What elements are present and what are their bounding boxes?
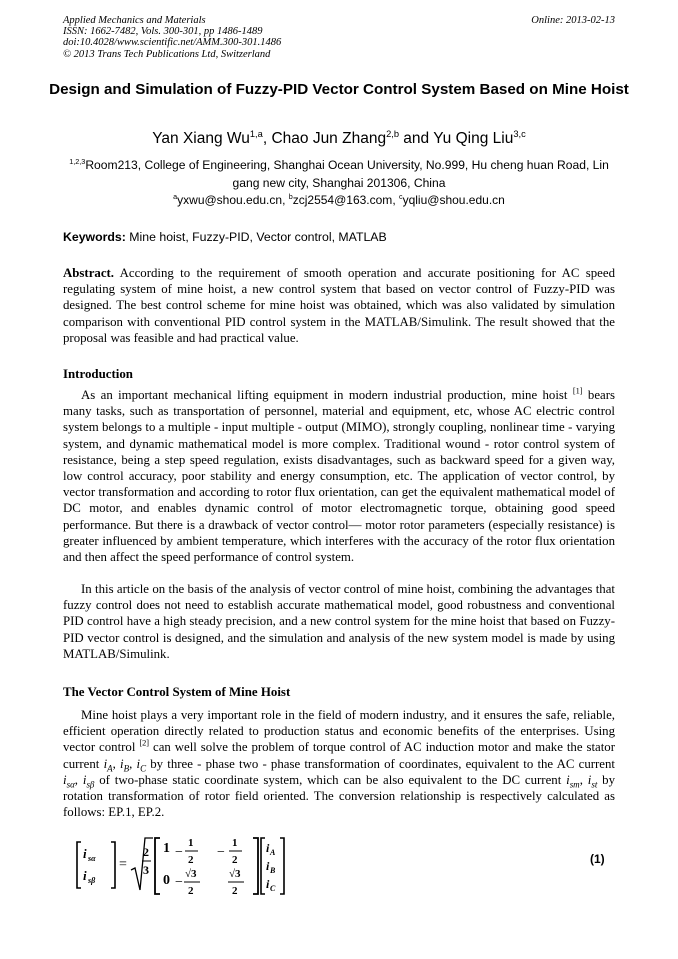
author-2-sup: 2,b <box>386 128 399 139</box>
matrix-entry: 2 <box>232 854 238 866</box>
intro-paragraph-2 <box>63 581 615 662</box>
author-1: Yan Xiang Wu <box>152 130 250 147</box>
matrix-entry: √3 <box>185 868 197 880</box>
abstract-label: Abstract. <box>63 266 115 280</box>
equation-1 <box>75 834 615 900</box>
var-sub: sm <box>569 779 580 790</box>
var-sub: A <box>107 763 113 774</box>
email-b[interactable]: zcj2554@163.com <box>292 193 393 207</box>
journal-header <box>63 15 615 60</box>
matrix-entry: 1 <box>232 837 238 849</box>
abstract-text: According to the requirement of smooth operation and accurate positioning for AC speed regulating system of mine hoist, a new control system that based on vector control of Fuzzy-PID was designed. The best control scheme for mine hoist was obtained, which was also validated by simulation comparison with conventional PID control system in the MATLAB/Simulink. The result showed that the proposal was feasible and had practical value. <box>63 266 615 345</box>
author-2: Chao Jun Zhang <box>271 130 387 147</box>
lhs-i-beta: i <box>83 868 87 883</box>
equation-number: (1) <box>590 852 605 866</box>
text-run: by rotation transformation of rotor field oriented. The conversion relationship is respectively calculated as follows: EP.1, EP.2. <box>63 772 616 820</box>
text-run: , <box>579 772 588 787</box>
rhs-left-bracket <box>261 838 265 894</box>
matrix-entry: 1 <box>163 841 170 856</box>
right-bracket <box>111 842 115 888</box>
var-i: i <box>136 756 141 771</box>
email-list: $^a$yxwu@shou.edu.cn, $^b$zcj2554@163.com, $^c$yqliu@shou.edu.cn <box>173 192 505 207</box>
var-i: i <box>103 756 108 771</box>
matrix-entry: 2 <box>188 885 194 897</box>
rhs-sub: A <box>270 848 276 857</box>
copyright-line: © 2013 Trans Tech Publications Ltd, Switzerland <box>63 48 271 60</box>
rhs-right-bracket <box>280 838 284 894</box>
text-run: can well solve the problem of torque control of AC induction motor and make the stator current <box>63 740 615 771</box>
matrix-entry: 1 <box>188 837 194 849</box>
intro-paragraph-1 <box>63 387 615 565</box>
text-run: In this article on the basis of the analysis of vector control of mine hoist, combining the advantages that fuzzy control does not need to establish accurate mathematical model, good robustness and conventional PID control have a high steady precision, and a new control system for the mine hoist that based on Fuzzy-PID vector control is designed, and the simulation and analysis of the new system model is made by using MATLAB/Simulink. <box>63 582 615 661</box>
minus-sign: − <box>175 875 183 890</box>
var-i: i <box>120 756 124 771</box>
var-i: i <box>566 772 570 787</box>
keywords-label: Keywords: <box>63 230 126 244</box>
left-bracket <box>77 842 81 888</box>
section-heading: The Vector Control System of Mine Hoist <box>63 685 291 699</box>
minus-sign: − <box>217 845 225 860</box>
text-run: As an important mechanical lifting equipment in modern industrial production, mine hoist <box>81 388 573 402</box>
matrix-left-bracket <box>155 838 160 894</box>
doi-line: doi:10.4028/www.scientific.net/AMM.300-301.1486 <box>63 37 282 49</box>
var-sub: st <box>591 779 598 790</box>
var-i: i <box>587 772 592 787</box>
affiliation-text: Room213, College of Engineering, Shanghai Ocean University, No.999, Hu cheng huan Road, Lin gang new city, Shanghai 201306, China <box>85 158 609 190</box>
minus-sign: − <box>175 845 183 860</box>
var-sub: sα <box>66 779 75 790</box>
rhs-i-c: i <box>266 877 270 891</box>
sqrt-sign <box>131 838 153 890</box>
rhs-sub: B <box>270 866 276 875</box>
text-run: , <box>129 756 137 771</box>
text-run: by three - phase two - phase transformation of coordinates, equivalent to the AC current <box>146 756 615 771</box>
text-run: Mine hoist plays a very important role in the field of modern industry, and it ensures the safe, reliable, efficient operation directly related to production status and economic benefits of the enterprises. Using vector control <box>63 708 615 755</box>
author-3: Yu Qing Liu <box>433 130 514 147</box>
lhs-i-alpha: i <box>83 846 87 861</box>
author-separator: and <box>399 130 434 147</box>
lhs-sub: sα <box>88 854 96 863</box>
keywords <box>63 229 615 245</box>
lhs-sub: sβ <box>88 876 96 885</box>
citation-ref: [1] <box>572 386 583 396</box>
var-sub: C <box>140 763 147 774</box>
var-i: i <box>63 772 67 787</box>
var-sub: B <box>123 763 130 774</box>
coef-num: 2 <box>143 845 149 859</box>
citation-ref: [2] <box>139 739 150 749</box>
abstract <box>63 265 615 346</box>
text-run: of two-phase static coordinate system, which can be also equivalent to the DC current <box>94 772 567 787</box>
affiliation-sup: 1,2,3 <box>69 156 86 166</box>
rhs-i-b: i <box>266 859 270 873</box>
rhs-i-a: i <box>266 841 270 855</box>
email-sup: a <box>173 192 178 201</box>
keywords-text: Mine hoist, Fuzzy-PID, Vector control, MATLAB <box>125 230 387 244</box>
rhs-sub: C <box>270 884 276 893</box>
var-i: i <box>82 772 87 787</box>
journal-name: Applied Mechanics and Materials <box>63 15 206 26</box>
email-sup: c <box>398 192 403 201</box>
email-a[interactable]: yxwu@shou.edu.cn <box>177 193 283 207</box>
author-1-sup: 1,a <box>249 128 263 139</box>
email-sup: b <box>288 192 293 201</box>
online-date: Online: 2013-02-13 <box>531 15 615 26</box>
text-run: , <box>112 756 121 771</box>
author-separator: , <box>262 130 272 147</box>
coef-den: 3 <box>143 863 149 877</box>
equals-sign: = <box>119 857 127 872</box>
var-sub: sβ <box>86 779 95 790</box>
text-run: bears many tasks, such as transportation of personnel, material and equipment, etc, whose AC electric control system belongs to a multiple - input multiple - output (MIMO), strongly coupling, nonlinear time - varying system, and dynamic mathematical model is more complex. Traditional wound - rotor control system of resistance, being a step speed regulation, exists disadvantages, such as backward speed for a given way, low control accuracy, poor stability and energy consumption, etc. The application of vector control, by vector transformation and according to rotor flux orientation, can get the equivalent mathematical model of DC motor, and enables dynamic control of motor electromagnetic torque, obtaining good speed performance. But there is a drawback of vector control— motor rotor parameters (especially resistance) is greater influenced by ambient temperature, which interferes with the accuracy of the rotor flux orientation and then affect the speed performance of control system. <box>63 388 615 565</box>
issn-line: ISSN: 1662-7482, Vols. 300-301, pp 1486-1489 <box>63 26 263 38</box>
matrix-entry: √3 <box>229 868 241 880</box>
affiliation <box>60 157 618 192</box>
intro-heading: Introduction <box>63 367 133 381</box>
text-run: , <box>74 772 83 787</box>
paper-title: Design and Simulation of Fuzzy-PID Vector Control System Based on Mine Hoist <box>49 81 629 98</box>
matrix-entry: 2 <box>232 885 238 897</box>
email-c[interactable]: yqliu@shou.edu.cn <box>402 193 505 207</box>
matrix-entry: 2 <box>188 854 194 866</box>
section-paragraph <box>63 707 615 820</box>
matrix-entry: 0 <box>163 873 170 888</box>
matrix-right-bracket <box>253 838 258 894</box>
author-3-sup: 3,c <box>513 128 526 139</box>
author-list <box>0 129 678 149</box>
